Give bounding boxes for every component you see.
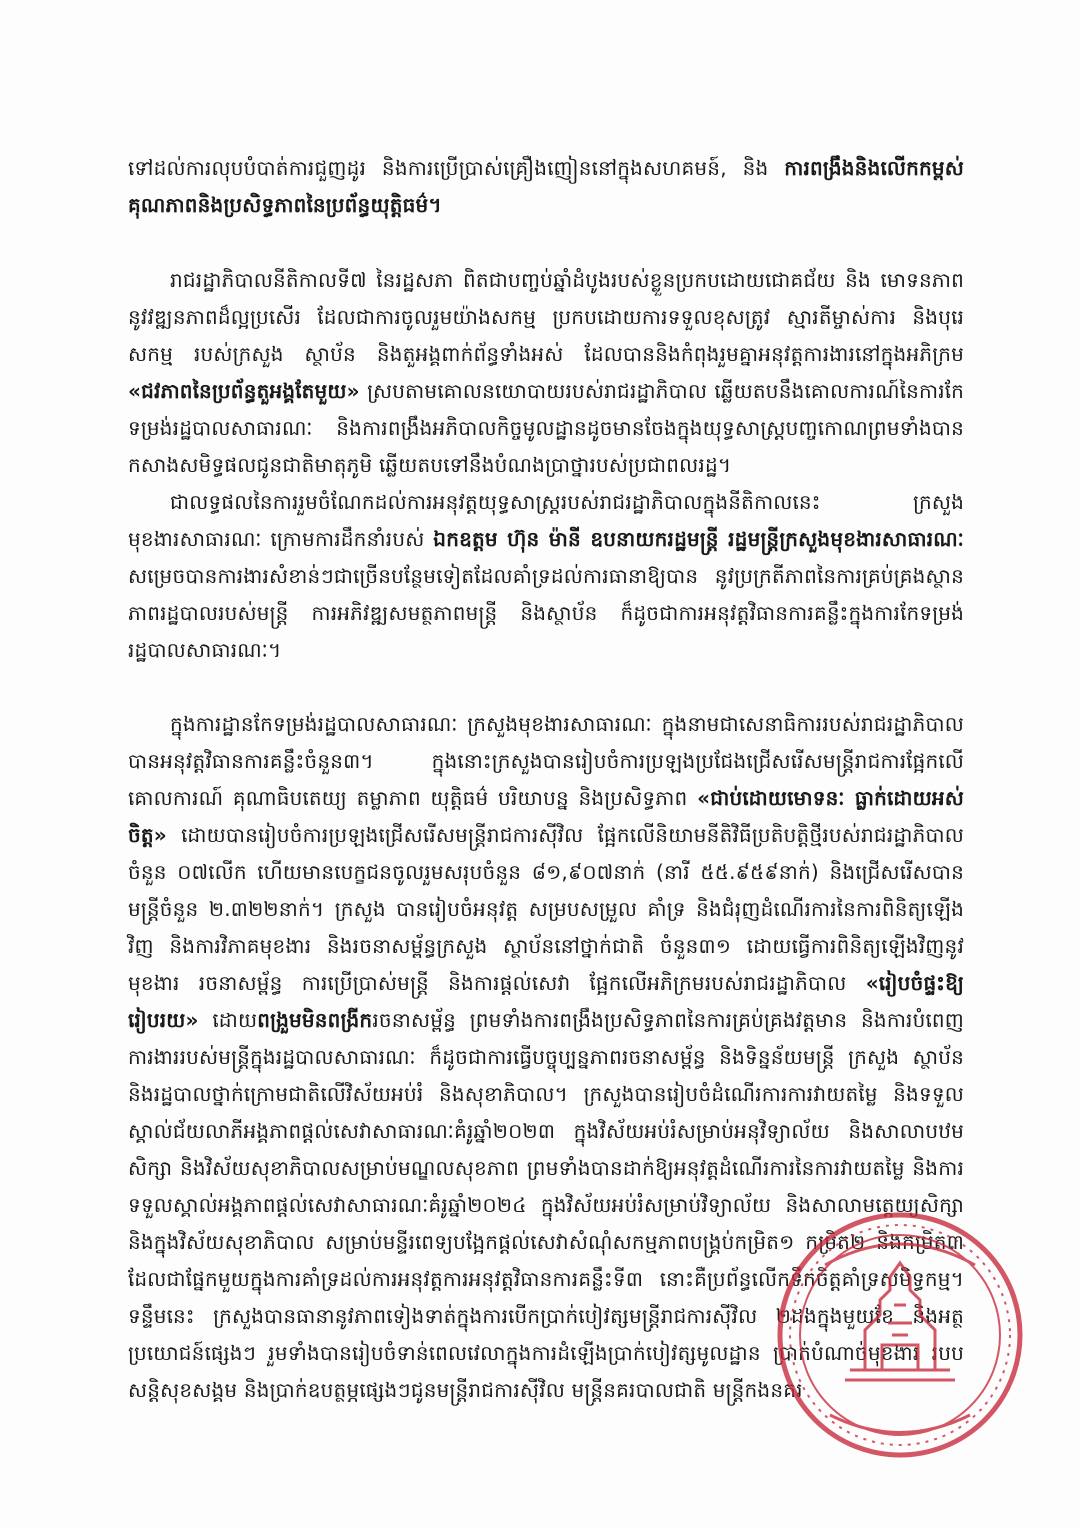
- paragraph-2: [128, 262, 964, 484]
- paragraph-3-text-b: សម្រេចបានការងារសំខាន់ៗជាច្រើនបន្ថែមទៀតដែលគាំទ្រដល់ការធានាឱ្យបាន នូវប្រក្រតីភាពនៃការគ្រប់គ្រងស្ថានភាពរដ្ឋបាលរបស់មន្ត្រី ការអភិវឌ្ឍសមត្ថភាពមន្ត្រី និងស្ថាប័ន ក៏ដូចជាការអនុវត្តវិធានការគន្លឹះក្នុងការកែទម្រង់រដ្ឋបាលសាធារណៈ។: [128, 564, 964, 662]
- paragraph-1: [128, 150, 964, 224]
- official-seal-stamp: [770, 1205, 1030, 1465]
- paragraph-4-text-c: ដោយ: [198, 1008, 258, 1032]
- paragraph-3: [128, 484, 964, 669]
- paragraph-4-bold-c: ពង្រួមមិនពង្រីក: [257, 1008, 373, 1032]
- paragraph-2-bold-a: «ជវភាពនៃប្រព័ន្ធតួអង្គតែមួយ»: [128, 379, 360, 403]
- paragraph-2-text-a: រាជរដ្ឋាភិបាលនីតិកាលទី៧ នៃរដ្ឋសភា ពិតជាបញ្ចប់ឆ្នាំដំបូងរបស់ខ្លួនប្រកបដោយជោគជ័យ និង មោទនភាព នូវវឌ្ឍនភាពដ៏ល្អប្រសើរ ដែលជាការចូលរួមយ៉ាងសកម្ម ប្រកបដោយការទទួលខុសត្រូវ ស្មារតីម្ចាស់ការ និងបុរេសកម្ម របស់ក្រសួង ស្ថាប័ន និងតួអង្គពាក់ព័ន្ធទាំងអស់ ដែលបាននិងកំពុងរួមគ្នាអនុវត្តការងារនៅក្នុងអភិក្រម: [128, 268, 964, 366]
- seal-text-marks: [825, 1244, 975, 1433]
- paragraph-3-bold-a: ឯកឧត្តម ហ៊ុន ម៉ានី ឧបនាយករដ្ឋមន្ត្រី រដ្ឋមន្ត្រីក្រសួងមុខងារសាធារណៈ: [433, 527, 964, 551]
- paragraph-4-bold-b: «រៀបចំផ្ទះឱ្យរៀបរយ»: [128, 971, 964, 1032]
- paragraph-4-text-b: ដោយបានរៀបចំការប្រឡងជ្រើសរើសមន្ត្រីរាជការស៊ីវិល ផ្អែកលើនិយាមនីតិវិធីប្រតិបត្តិថ្មីរបស់រាជរដ្ឋាភិបាល ចំនួន ០៧លើក ហើយមានបេក្ខជនចូលរួមសរុបចំនួន ៨១,៩០៧នាក់ (នារី ៥៥.៩៥៩នាក់) និងជ្រើសរើសបានមន្ត្រីចំនួន ២.៣២២នាក់។ ក្រសួង បានរៀបចំអនុវត្ត សម្របសម្រួល គាំទ្រ និងជំរុញដំណើរការនៃការពិនិត្យឡើងវិញ និងការវិភាគមុខងារ និងរចនាសម្ព័ន្ធក្រសួង ស្ថាប័ននៅថ្នាក់ជាតិ ចំនួន៣១ ដោយធ្វើការពិនិត្យឡើងវិញនូវមុខងារ រចនាសម្ព័ន្ធ ការប្រើប្រាស់មន្ត្រី និងការផ្តល់សេវា ផ្អែកលើអភិក្រមរបស់រាជរដ្ឋាភិបាល: [128, 823, 964, 995]
- paragraph-4-text-a: ក្នុងការដ្ឋានកែទម្រង់រដ្ឋបាលសាធារណៈ ក្រសួងមុខងារសាធារណៈ ក្នុងនាមជាសេនាធិការរបស់រាជរដ្ឋាភិបាល បានអនុវត្តវិធានការគន្លឹះចំនួន៣។ ក្នុងនោះក្រសួងបានរៀបចំការប្រឡងប្រជែងជ្រើសរើសមន្ត្រីរាជការផ្អែកលើគោលការណ៍ គុណាធិបតេយ្យ តម្លាភាព យុត្តិធម៌ បរិយាបន្ន និងប្រសិទ្ធភាព: [128, 712, 964, 810]
- paragraph-4-bold-a: «ជាប់ដោយមោទនៈ ធ្លាក់ដោយអស់ចិត្ត»: [128, 786, 965, 847]
- seal-temple-emblem: [845, 1263, 955, 1380]
- paragraph-3-text-a: ជាលទ្ធផលនៃការរួមចំណែកដល់ការអនុវត្តយុទ្ធសាស្ត្ររបស់រាជរដ្ឋាភិបាលក្នុងនីតិកាលនេះ ក្រសួងមុខងារសាធារណៈ ក្រោមការដឹកនាំរបស់: [128, 490, 964, 551]
- paragraph-4-text-d: រចនាសម្ព័ន្ធ ព្រមទាំងការពង្រឹងប្រសិទ្ធភាពនៃការគ្រប់គ្រងវត្តមាន និងការបំពេញការងាររបស់មន្ត្រីក្នុងរដ្ឋបាលសាធារណៈ ក៏ដូចជាការធ្វើបច្ចុប្បន្នភាពរចនាសម្ព័ន្ធ និងទិន្នន័យមន្ត្រី ក្រសួង ស្ថាប័ន និងរដ្ឋបាលថ្នាក់ក្រោមជាតិលើវិស័យអប់រំ និងសុខាភិបាល។ ក្រសួងបានរៀបចំដំណើរការការវាយតម្លៃ និងទទួលស្គាល់ជ័យលាភីអង្គភាពផ្តល់សេវាសាធារណៈគំរូឆ្នាំ២០២៣ ក្នុងវិស័យអប់រំសម្រាប់អនុវិទ្យាល័យ និងសាលាបឋមសិក្សា និងវិស័យសុខាភិបាលសម្រាប់មណ្ឌលសុខភាព ព្រមទាំងបានដាក់ឱ្យអនុវត្តដំណើរការនៃការវាយតម្លៃ និងការទទួលស្គាល់អង្គភាពផ្តល់សេវាសាធារណៈគំរូឆ្នាំ២០២៤ ក្នុងវិស័យអប់រំសម្រាប់វិទ្យាល័យ និងសាលាមត្តេយ្យសិក្សា និងក្នុងវិស័យសុខាភិបាល សម្រាប់មន្ទីរពេទ្យបង្អែកផ្តល់សេវាសំណុំសកម្មភាពបង្គ្រប់កម្រិត១ កម្រិត២ និងកម្រិត៣ ដែលជាផ្នែកមួយក្នុងការគាំទ្រដល់ការអនុវត្តការអនុវត្តវិធានការគន្លឹះទី៣ នោះគឺប្រព័ន្ធលើកទឹកចិត្តគាំទ្រសមិទ្ធកម្ម។ ទន្ទឹមនេះ ក្រសួងបានធានានូវភាពទៀងទាត់ក្នុងការបើកប្រាក់បៀវត្សមន្ត្រីរាជការស៊ីវិល ២ដងក្នុងមួយខែ និងអត្ថប្រយោជន៍ផ្សេងៗ រួមទាំងបានរៀបចំទាន់ពេលវេលាក្នុងការដំឡើងប្រាក់បៀវត្សមូលដ្ឋាន ប្រាក់បំណាច់មុខងារ របបសន្តិសុខសង្គម និងប្រាក់ឧបត្ថម្ភផ្សេងៗជូនមន្ត្រីរាជការស៊ីវិល មន្ត្រីនគរបាលជាតិ មន្ត្រីកងនគរ: [128, 1008, 964, 1402]
- paragraph-1-bold: ការពង្រឹងនិងលើកកម្ពស់គុណភាពនិងប្រសិទ្ធភាពនៃប្រព័ន្ធយុត្តិធម៌។: [128, 156, 964, 217]
- paragraph-1-text: ទៅដល់ការលុបបំបាត់ការជួញដូរ និងការប្រើប្រាស់គ្រឿងញៀននៅក្នុងសហគមន៍, និង: [128, 156, 785, 180]
- paragraph-2-text-b: ស្របតាមគោលនយោបាយរបស់រាជរដ្ឋាភិបាល ឆ្លើយតបនឹងគោលការណ៍នៃការកែទម្រង់រដ្ឋបាលសាធារណៈ និងការពង្រឹងអភិបាលកិច្ចមូលដ្ឋានដូចមានចែងក្នុងយុទ្ធសាស្ត្របញ្ចកោណព្រមទាំងបានកសាងសមិទ្ធផលជូនជាតិមាតុភូមិ ឆ្លើយតបទៅនឹងបំណងប្រាថ្នារបស់ប្រជាពលរដ្ឋ។: [128, 379, 964, 477]
